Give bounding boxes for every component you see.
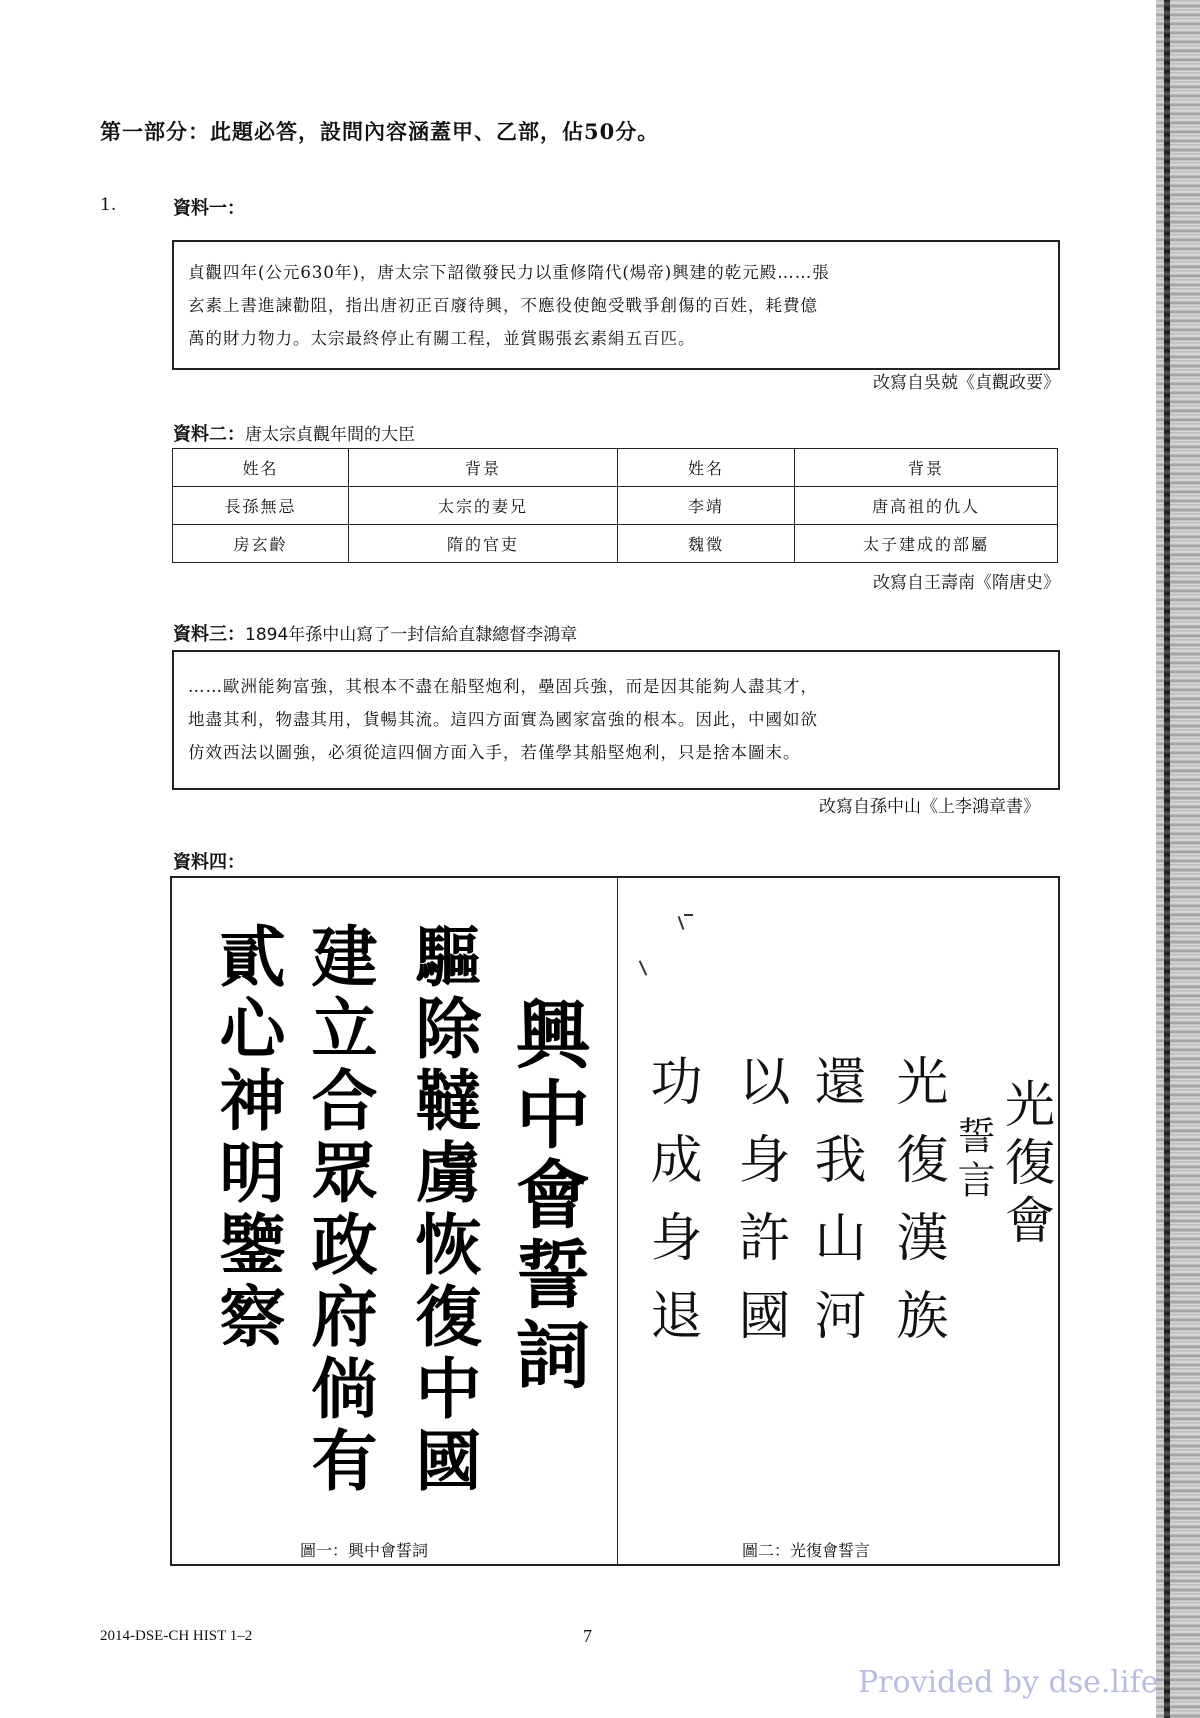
source3-label: [173, 620, 577, 646]
figure2-column: 功成身退: [641, 1054, 701, 1366]
part-heading: 第一部分：此題必答，設問內容涵蓋甲、乙部，佔50分。: [100, 119, 660, 144]
table-header: 背景: [795, 449, 1058, 487]
table-cell: 唐高祖的仇人: [795, 487, 1058, 525]
officials-table: [172, 448, 1058, 563]
question-number: 1.: [100, 195, 117, 215]
source3-citation: 改寫自孫中山《上李鴻章書》: [819, 797, 1040, 817]
figure2-subtitle: 誓言: [951, 1116, 995, 1204]
table-cell: 房玄齡: [173, 525, 349, 563]
source3-line: 地盡其利，物盡其用，貨暢其流。這四方面實為國家富強的根本。因此，中國如欲: [188, 710, 818, 729]
source1-citation: 改寫自吳兢《貞觀政要》: [873, 373, 1060, 393]
source1-line: 玄素上書進諫勸阻，指出唐初正百廢待興，不應役使飽受戰爭創傷的百姓，耗費億: [188, 296, 818, 315]
watermark: Provided by dse.life: [858, 1665, 1159, 1700]
table-cell: 太宗的妻兄: [349, 487, 618, 525]
source2-label: [173, 420, 415, 446]
scan-speck: [678, 916, 685, 930]
source2-label-text: 資料二：: [173, 424, 245, 445]
figure2-caption: 圖二：光復會誓言: [742, 1541, 871, 1560]
source1-line: 貞觀四年(公元630年)，唐太宗下詔徵發民力以重修隋代(煬帝)興建的乾元殿……張: [188, 263, 830, 282]
table-cell: 李靖: [618, 487, 795, 525]
table-row: [173, 525, 1058, 563]
source3-line: 仿效西法以圖強，必須從這四個方面入手，若僅學其船堅炮利，只是捨本圖末。: [188, 743, 801, 762]
source3-box: [172, 650, 1060, 790]
source2-title: 唐太宗貞觀年間的大臣: [245, 425, 415, 445]
figure2-title: 光復會: [997, 1078, 1055, 1252]
source1-label: 資料一：: [173, 198, 245, 219]
source3-label-text: 資料三：: [173, 624, 245, 645]
figure1-column: 驅除韃虜恢復中國: [404, 922, 482, 1498]
scan-speck: [639, 960, 648, 975]
figure1-column: 建立合眾政府倘有: [300, 922, 378, 1498]
footer-exam-code: 2014-DSE-CH HIST 1–2: [100, 1628, 253, 1644]
figure1-caption: 圖一：興中會誓詞: [300, 1541, 429, 1560]
table-header-row: [173, 449, 1058, 487]
scan-speck: [684, 914, 693, 916]
source1-box: [172, 240, 1060, 370]
figure2-column: 以身許國: [729, 1054, 789, 1366]
figure1-column: 貳心神明鑒察: [208, 922, 286, 1354]
source4-label: 資料四：: [173, 852, 245, 873]
table-header: 背景: [349, 449, 618, 487]
table-header: 姓名: [173, 449, 349, 487]
figure-divider: [617, 878, 618, 1564]
table-header: 姓名: [618, 449, 795, 487]
oath-figures-box: [170, 876, 1060, 1566]
table-cell: 隋的官吏: [349, 525, 618, 563]
source1-line: 萬的財力物力。太宗最終停止有關工程，並賞賜張玄素絹五百匹。: [188, 329, 696, 348]
figure1-title: 興中會誓詞: [504, 996, 590, 1396]
table-cell: 太子建成的部屬: [795, 525, 1058, 563]
table-cell: 魏徵: [618, 525, 795, 563]
source2-citation: 改寫自王壽南《隋唐史》: [873, 573, 1060, 593]
table-row: [173, 487, 1058, 525]
table-cell: 長孫無忌: [173, 487, 349, 525]
scan-edge-artifact: [1156, 0, 1200, 1718]
source3-line: ……歐洲能夠富強，其根本不盡在船堅炮利，壘固兵強，而是因其能夠人盡其才，: [188, 677, 818, 696]
figure2-column: 光復漢族: [887, 1054, 947, 1366]
source3-title: 1894年孫中山寫了一封信給直隸總督李鴻章: [245, 625, 578, 645]
page-number: 7: [583, 1626, 592, 1646]
figure2-column: 還我山河: [805, 1054, 865, 1366]
